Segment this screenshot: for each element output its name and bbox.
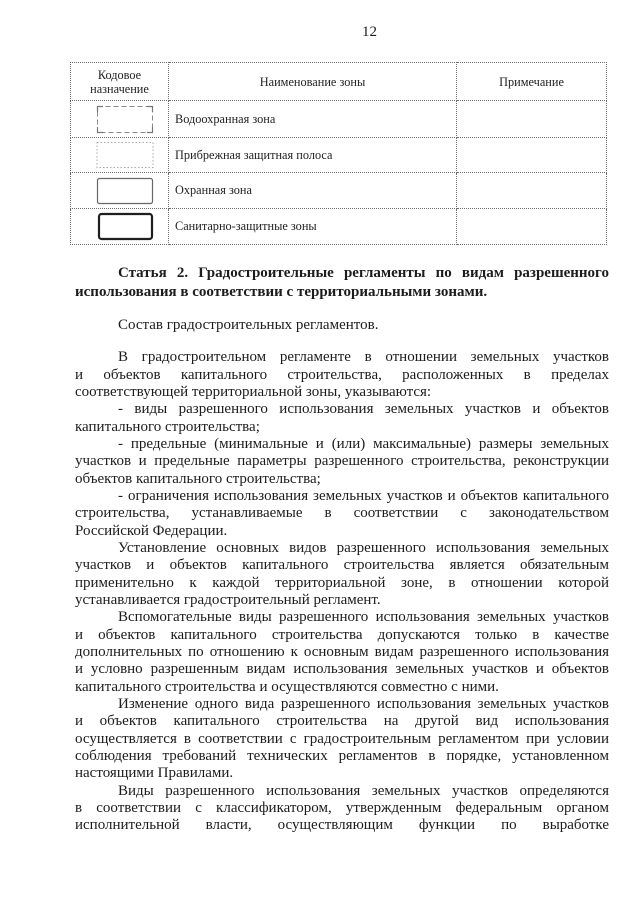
section-subheading: [75, 317, 609, 334]
paragraph-line: Вспомогательные виды разрешенного использования земельных участков: [118, 609, 609, 626]
zone-name-cell: Водоохранная зона: [169, 101, 457, 138]
paragraph-line: и объектов капитального строительства на другой вид использования: [75, 713, 609, 730]
article-body: [75, 349, 609, 834]
zone-symbol-cell: [71, 138, 169, 173]
paragraph-line: соответствующей территориальной зоны, указываются:: [75, 383, 432, 400]
paragraph-line: В градостроительном регламенте в отношении земельных участков: [118, 349, 609, 366]
zone-legend-table: [70, 62, 607, 245]
paragraph-line: в соответствии с классификатором, утвержденным федеральным органом: [75, 799, 609, 816]
paragraph-line: объектов капитального строительства;: [75, 470, 321, 487]
header-code: [71, 63, 169, 101]
paragraph: [75, 783, 609, 835]
table-header-row: [71, 63, 607, 101]
header-code-line: Кодовое: [97, 67, 142, 82]
paragraph-line: строительства, устанавливаемые в соответствии с законодательством: [75, 505, 609, 522]
zone-note-cell: [457, 209, 607, 245]
list-item: [75, 436, 609, 488]
paragraph-line: Изменение одного вида разрешенного использования земельных участков: [118, 695, 609, 712]
header-code-line: назначение: [90, 81, 149, 96]
table-row: [71, 138, 607, 173]
paragraph-line: Российской Федерации.: [75, 522, 228, 539]
paragraph-line: Установление основных видов разрешенного использования земельных: [118, 539, 609, 556]
paragraph-line: капитального строительства и осуществляются совместно с ними.: [75, 678, 499, 695]
subheading-line: Состав градостроительных регламентов.: [118, 317, 379, 333]
paragraph-line: Виды разрешенного использования земельных участков определяются: [118, 782, 609, 799]
table-row: [71, 173, 607, 209]
paragraph: [75, 540, 609, 609]
thin-solid-frame-icon: [96, 177, 156, 205]
heading-line: использования в соответствии с территориальными зонами.: [75, 283, 488, 300]
paragraph: [75, 696, 609, 783]
thick-solid-frame-icon: [96, 212, 156, 241]
zone-symbol-cell: [71, 173, 169, 209]
zone-note-cell: [457, 138, 607, 173]
zone-name-cell: Санитарно-защитные зоны: [169, 209, 457, 245]
paragraph-line: применительно к каждой территориальной зоне, в отношении которой: [75, 574, 609, 591]
zone-name-cell: Охранная зона: [169, 173, 457, 209]
paragraph-line: участков и предельные параметры разрешенного строительства, реконструкции: [75, 453, 609, 470]
paragraph-line: капитального строительства;: [75, 418, 260, 435]
paragraph-line: настоящими Правилами.: [75, 765, 234, 782]
paragraph-line: - ограничения использования земельных участков и объектов капитального: [118, 487, 609, 504]
header-zone-name: Наименование зоны: [169, 63, 457, 101]
heading-line: Статья 2. Градостроительные регламенты по видам разрешенного: [118, 265, 609, 281]
article-heading: [75, 264, 609, 301]
paragraph-line: осуществляется в соответствии с градостроительным регламентом при условии: [75, 730, 609, 747]
paragraph-line: устанавливается градостроительный регламент.: [75, 591, 381, 608]
list-item: [75, 488, 609, 540]
dash-frame-icon: [96, 105, 156, 134]
paragraph-line: - виды разрешенного использования земельных участков и объектов: [118, 401, 609, 418]
header-note: Примечание: [457, 63, 607, 101]
zone-name-cell: Прибрежная защитная полоса: [169, 138, 457, 173]
paragraph: [75, 349, 609, 401]
paragraph-line: соблюдения требований технических регламентов в порядке, установленном: [75, 747, 609, 764]
table-row: [71, 209, 607, 245]
paragraph-line: и объектов капитального строительства допускаются только в качестве: [75, 626, 609, 643]
zone-symbol-cell: [71, 209, 169, 245]
list-item: [75, 401, 609, 436]
paragraph-line: участков и объектов капитального строительства является обязательным: [75, 557, 609, 574]
paragraph-line: - предельные (минимальные и (или) максимальные) размеры земельных: [118, 435, 609, 452]
dotted-frame-icon: [96, 141, 156, 169]
paragraph-line: исполнительной власти, осуществляющим функции по выработке: [75, 817, 609, 834]
paragraph: [75, 609, 609, 696]
paragraph-line: и объектов капитального строительства, расположенных в пределах: [75, 366, 609, 383]
page-number: 12: [362, 24, 377, 40]
paragraph-line: и условно разрешенным видам использования земельных участков и объектов: [75, 661, 609, 678]
table-row: [71, 101, 607, 138]
zone-symbol-cell: [71, 101, 169, 138]
zone-note-cell: [457, 101, 607, 138]
paragraph-line: дополнительных по отношению к основным видам разрешенного использования: [75, 643, 609, 660]
zone-note-cell: [457, 173, 607, 209]
